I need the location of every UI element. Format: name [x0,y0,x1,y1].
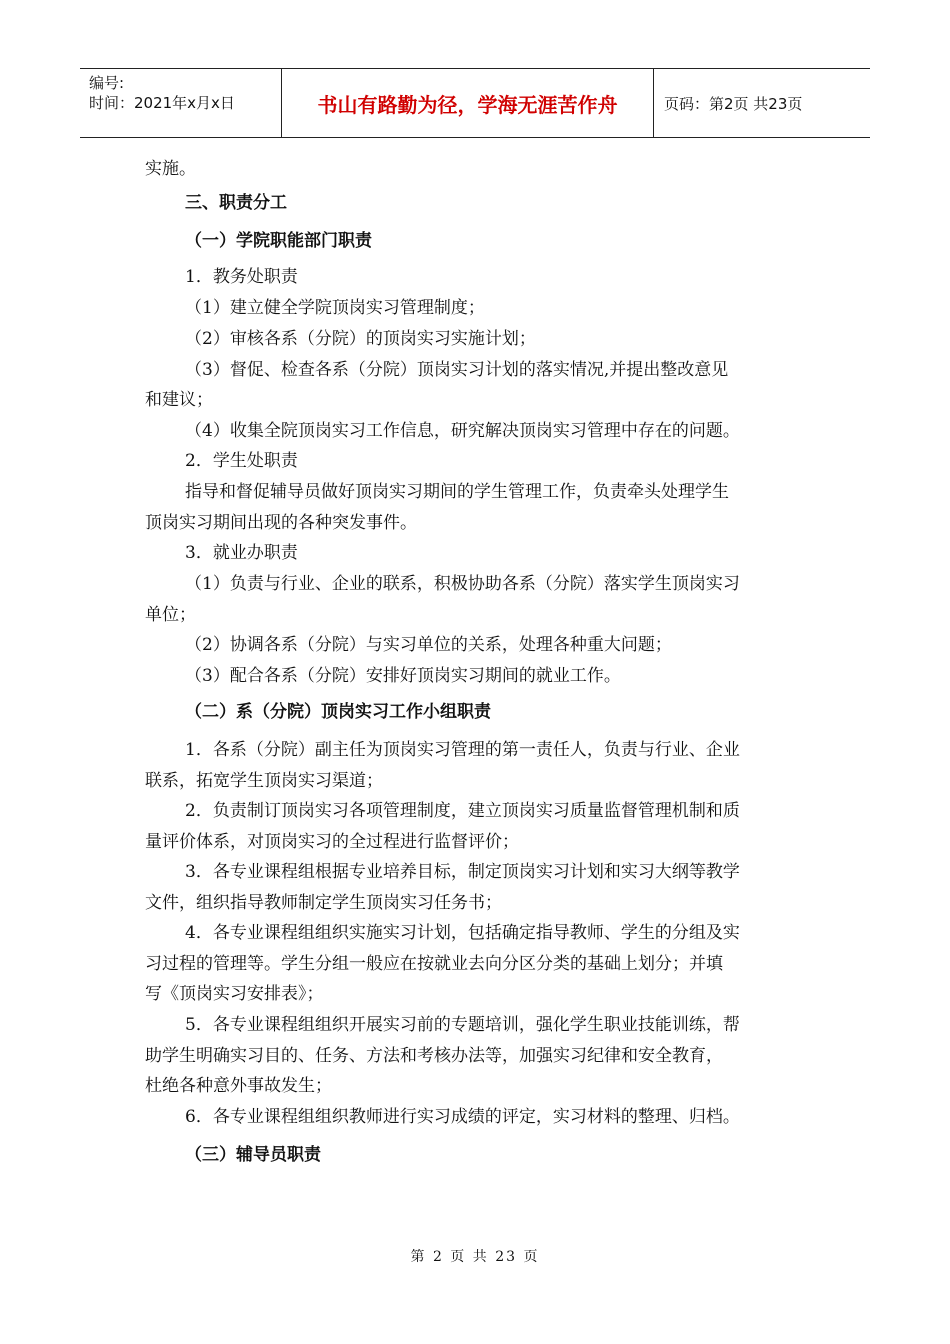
body-line: 单位； [145,605,196,625]
body-line: 实施。 [145,159,196,179]
body-line: 杜绝各种意外事故发生； [145,1076,332,1096]
body-line: 1．各系（分院）副主任为顶岗实习管理的第一责任人，负责与行业、企业 [185,740,740,760]
body-line: （3）配合各系（分院）安排好顶岗实习期间的就业工作。 [185,666,621,686]
body-line: 习过程的管理等。学生分组一般应在按就业去向分区分类的基础上划分；并填 [145,954,723,974]
document-number-label: 编号: [89,74,125,92]
page-header [80,68,870,138]
header-page-info: 页码：第2页 共23页 [664,94,803,113]
header-page-cell [654,69,870,137]
section-heading: 三、职责分工 [185,193,287,213]
body-line: （4）收集全院顶岗实习工作信息，研究解决顶岗实习管理中存在的问题。 [185,421,740,441]
body-line: （2）协调各系（分院）与实习单位的关系，处理各种重大问题； [185,635,672,655]
body-line: 指导和督促辅导员做好顶岗实习期间的学生管理工作，负责牵头处理学生 [185,482,729,502]
body-line: 4．各专业课程组组织实施实习计划，包括确定指导教师、学生的分组及实 [185,923,740,943]
body-line: 1．教务处职责 [185,267,298,287]
body-line: （2）审核各系（分院）的顶岗实习实施计划； [185,329,536,349]
body-line: 5．各专业课程组组织开展实习前的专题培训，强化学生职业技能训练，帮 [185,1015,740,1035]
body-line: 2．负责制订顶岗实习各项管理制度，建立顶岗实习质量监督管理机制和质 [185,801,740,821]
body-line: 助学生明确实习目的、任务、方法和考核办法等，加强实习纪律和安全教育， [145,1046,723,1066]
header-motto: 书山有路勤为径，学海无涯苦作舟 [317,92,618,117]
body-line: （1）建立健全学院顶岗实习管理制度； [185,298,485,318]
body-line: 联系，拓宽学生顶岗实习渠道； [145,771,383,791]
document-time-label: 时间：2021年x月x日 [89,94,235,112]
body-line: （3）督促、检查各系（分院）顶岗实习计划的落实情况,并提出整改意见 [185,360,729,380]
page-footer: 第 2 页 共 23 页 [410,1249,540,1265]
body-line: 3．就业办职责 [185,543,298,563]
section-heading: （二）系（分院）顶岗实习工作小组职责 [185,702,491,722]
header-motto-cell [282,69,654,137]
header-left-cell [80,69,282,137]
body-line: 2．学生处职责 [185,451,298,471]
body-line: 6．各专业课程组组织教师进行实习成绩的评定，实习材料的整理、归档。 [185,1107,740,1127]
body-line: 文件，组织指导教师制定学生顶岗实习任务书； [145,893,502,913]
body-line: 顶岗实习期间出现的各种突发事件。 [145,513,417,533]
body-line: 写《顶岗实习安排表》； [145,984,324,1004]
section-heading: （三）辅导员职责 [185,1145,321,1165]
body-line: （1）负责与行业、企业的联系，积极协助各系（分院）落实学生顶岗实习 [185,574,740,594]
body-line: 和建议； [145,390,213,410]
body-line: 量评价体系，对顶岗实习的全过程进行监督评价； [145,832,519,852]
body-line: 3．各专业课程组根据专业培养目标，制定顶岗实习计划和实习大纲等教学 [185,862,740,882]
section-heading: （一）学院职能部门职责 [185,231,372,251]
